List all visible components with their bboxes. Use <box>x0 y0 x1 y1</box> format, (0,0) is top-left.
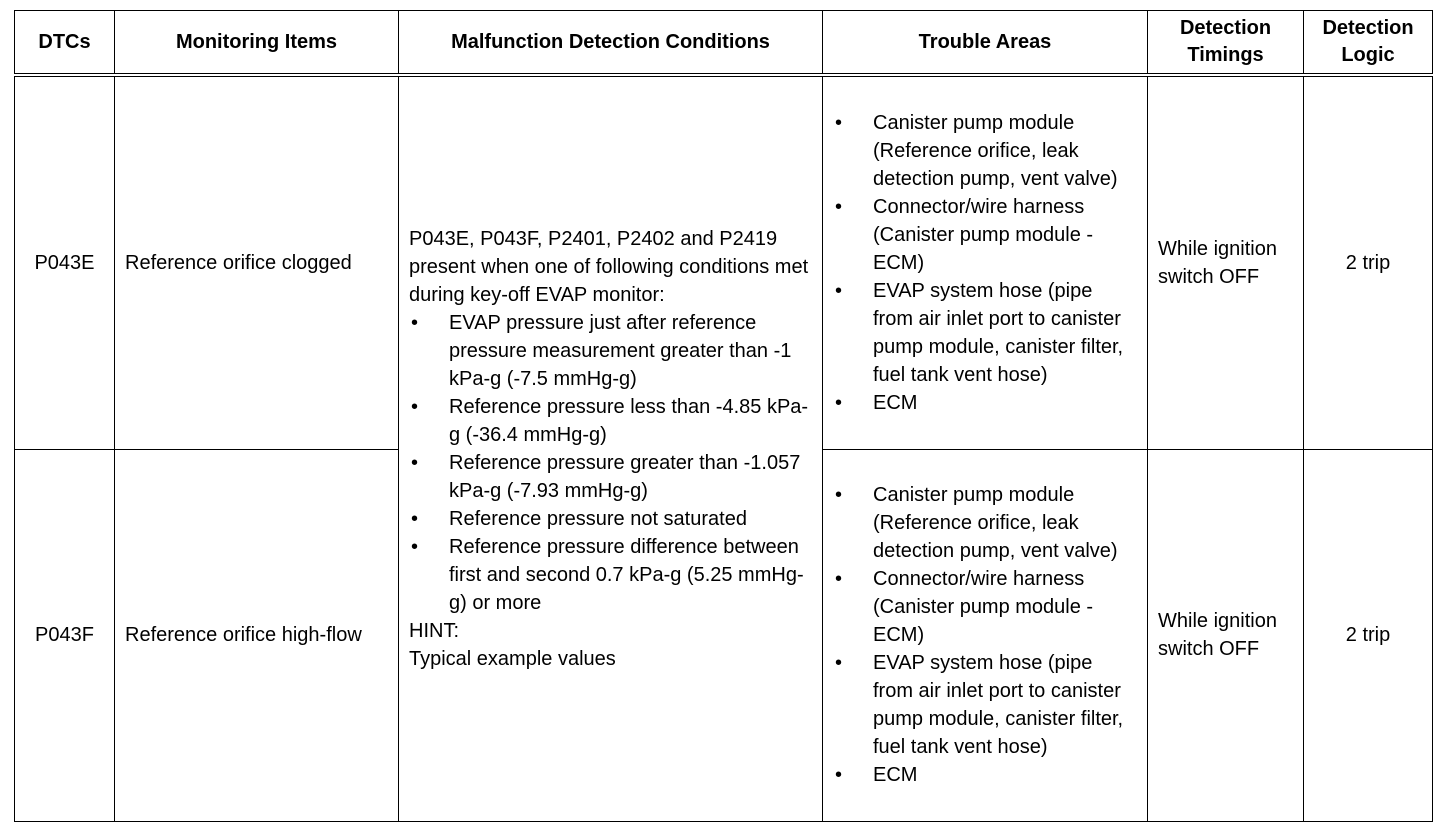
list-item: • Canister pump module (Reference orifice, leak detection pump, vent valve) <box>833 109 1137 193</box>
list-item: • Reference pressure difference between first and second 0.7 kPa-g (5.25 mmHg-g) or more <box>409 533 812 617</box>
list-item: • EVAP system hose (pipe from air inlet port to canister pump module, canister filter, fuel tank vent hose) <box>833 277 1137 389</box>
table-row <box>15 75 1433 449</box>
hint-text: Typical example values <box>409 648 616 670</box>
monitoring-item: Reference orifice clogged <box>115 75 399 449</box>
header-monitoring-items: Monitoring Items <box>115 11 399 76</box>
monitoring-item: Reference orifice high-flow <box>115 449 399 821</box>
list-item: • ECM <box>833 389 1137 417</box>
header-malfunction-conditions: Malfunction Detection Conditions <box>399 11 823 76</box>
conditions-intro: P043E, P043F, P2401, P2402 and P2419 present when one of following conditions met during key-off EVAP monitor: <box>409 228 809 306</box>
trouble-areas-list <box>833 109 1137 417</box>
trouble-areas <box>823 449 1148 821</box>
conditions-list <box>409 309 812 617</box>
malfunction-conditions <box>399 75 823 822</box>
dtc-code: P043F <box>15 449 115 821</box>
detection-logic: 2 trip <box>1304 75 1433 449</box>
detection-timing: While ignition switch OFF <box>1148 449 1304 821</box>
header-detection-logic: Detection Logic <box>1304 11 1433 76</box>
list-item: • Reference pressure less than -4.85 kPa-g (-36.4 mmHg-g) <box>409 393 812 449</box>
list-item: • Connector/wire harness (Canister pump module - ECM) <box>833 565 1137 649</box>
trouble-areas <box>823 75 1148 449</box>
list-item: • Reference pressure greater than -1.057 kPa-g (-7.93 mmHg-g) <box>409 449 812 505</box>
dtc-code: P043E <box>15 75 115 449</box>
header-dtcs: DTCs <box>15 11 115 76</box>
dtc-table <box>14 10 1433 822</box>
detection-timing: While ignition switch OFF <box>1148 75 1304 449</box>
list-item: • Canister pump module (Reference orifice, leak detection pump, vent valve) <box>833 481 1137 565</box>
list-item: • ECM <box>833 761 1137 789</box>
detection-logic: 2 trip <box>1304 449 1433 821</box>
header-row <box>15 11 1433 76</box>
header-trouble-areas: Trouble Areas <box>823 11 1148 76</box>
hint-label: HINT: <box>409 620 459 642</box>
header-detection-timings: Detection Timings <box>1148 11 1304 76</box>
list-item: • Reference pressure not saturated <box>409 505 812 533</box>
list-item: • Connector/wire harness (Canister pump module - ECM) <box>833 193 1137 277</box>
trouble-areas-list <box>833 481 1137 789</box>
list-item: • EVAP system hose (pipe from air inlet port to canister pump module, canister filter, fuel tank vent hose) <box>833 649 1137 761</box>
list-item: • EVAP pressure just after reference pressure measurement greater than -1 kPa-g (-7.5 mmHg-g) <box>409 309 812 393</box>
